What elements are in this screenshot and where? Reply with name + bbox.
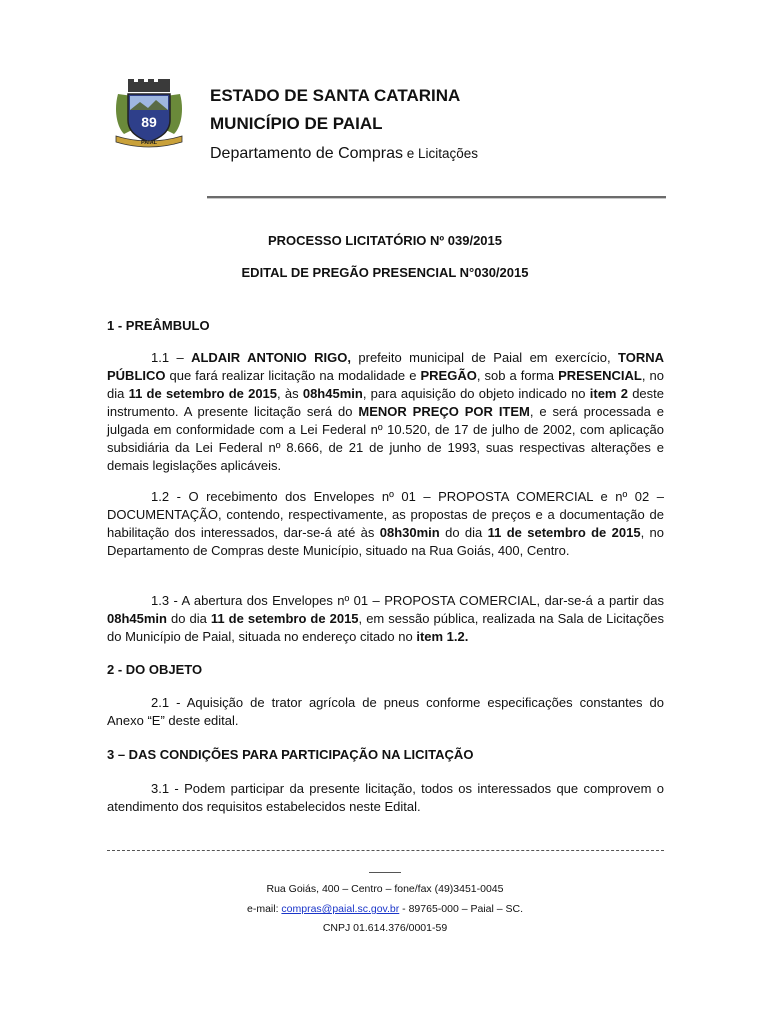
department-suffix: e Licitações bbox=[402, 146, 479, 161]
footer-email-link[interactable]: compras@paial.sc.gov.br bbox=[281, 903, 400, 915]
municipal-coat-of-arms bbox=[112, 78, 186, 150]
municipality-title: MUNICÍPIO DE PAIAL bbox=[210, 114, 383, 133]
edital-title: EDITAL DE PREGÃO PRESENCIAL N°030/2015 bbox=[241, 265, 529, 280]
process-number-title: PROCESSO LICITATÓRIO Nº 039/2015 bbox=[268, 233, 502, 248]
paragraph-1-3: 1.3 - A abertura dos Envelopes nº 01 – PROPOSTA COMERCIAL, dar-se-á a partir das 08h45min do dia 11 de setembro de 2015, em sessão pública, realizada na Sala de Licitações do Município de Paial, situada no endereço citado no item 1.2. bbox=[107, 593, 664, 644]
department-main: Departamento de Compras bbox=[210, 145, 403, 162]
footer-divider bbox=[107, 850, 664, 851]
crest-crown bbox=[128, 79, 170, 92]
section-1-heading: 1 - PREÂMBULO bbox=[107, 318, 210, 333]
state-title: ESTADO DE SANTA CATARINA bbox=[210, 86, 461, 105]
paragraph-1-1: 1.1 – ALDAIR ANTONIO RIGO, prefeito municipal de Paial em exercício, TORNA PÚBLICO que fará realizar licitação na modalidade e PREGÃO, sob a forma PRESENCIAL, no dia 11 de setembro de 2015, às 08h45min, para aquisição do objeto indicado no item 2 deste instrumento. A presente licitação será do MENOR PREÇO POR ITEM, e será processada e julgada em conformidade com a Lei Federal nº 10.520, de 17 de julho de 2002, com aplicação subsidiária da Lei Federal nº 8.666, de 21 de junho de 1993, suas respectivas alterações e demais legislações aplicáveis. bbox=[107, 350, 665, 473]
paragraph-3-1: 3.1 - Podem participar da presente licitação, todos os interessados que comprovem o atendimento dos requisitos estabelecidos neste Edital. bbox=[107, 781, 664, 814]
footer-contact: e-mail: compras@paial.sc.gov.br - 89765-000 – Paial – SC. bbox=[246, 903, 524, 915]
section-3-heading: 3 – DAS CONDIÇÕES PARA PARTICIPAÇÃO NA LICITAÇÃO bbox=[107, 747, 474, 762]
header-divider bbox=[207, 196, 666, 199]
crest-label: PAIAL bbox=[140, 140, 158, 146]
footer-short-rule bbox=[369, 872, 401, 873]
footer-cnpj: CNPJ 01.614.376/0001-59 bbox=[322, 922, 448, 934]
svg-text:89: 89 bbox=[141, 114, 157, 130]
section-2-heading: 2 - DO OBJETO bbox=[107, 662, 203, 677]
department-title bbox=[210, 144, 478, 164]
paragraph-1-2: 1.2 - O recebimento dos Envelopes nº 01 – PROPOSTA COMERCIAL e nº 02 – DOCUMENTAÇÃO, contendo, respectivamente, as propostas de preços e a documentação de habilitação dos interessados, dar-se-á até às 08h30min do dia 11 de setembro de 2015, no Departamento de Compras deste Município, situado na Rua Goiás, 400, Centro. bbox=[107, 489, 664, 558]
footer-address: Rua Goiás, 400 – Centro – fone/fax (49)3451-0045 bbox=[266, 883, 504, 895]
paragraph-2-1: 2.1 - Aquisição de trator agrícola de pneus conforme especificações constantes do Anexo “E” deste edital. bbox=[107, 695, 664, 728]
